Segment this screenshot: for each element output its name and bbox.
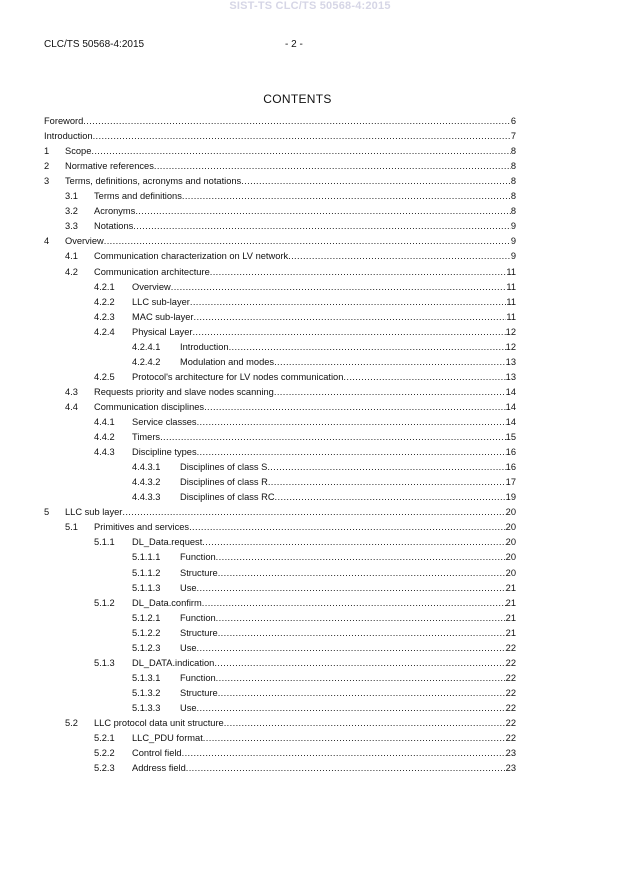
dot-leader (192, 326, 505, 338)
toc-entry-title: LLC protocol data unit structure (94, 718, 224, 728)
toc-entry-page: 16 (505, 447, 516, 458)
toc-entry-page: 14 (505, 417, 516, 427)
toc-entry-number: 4.4.2 (94, 432, 115, 443)
dot-leader (190, 296, 506, 308)
toc-entry-number: 5.2.1 (94, 733, 115, 744)
page-number: - 2 - (285, 39, 303, 50)
toc-entry-page: 12 (505, 341, 516, 352)
toc-entry[interactable] (132, 612, 516, 624)
toc-entry-page: 13 (505, 356, 516, 367)
toc-entry-title: Use (180, 702, 197, 713)
dot-leader (83, 115, 511, 127)
toc-entry[interactable] (44, 145, 516, 157)
toc-entry-number: 2 (44, 161, 50, 172)
toc-entry[interactable] (65, 205, 516, 217)
toc-entry[interactable] (94, 281, 516, 293)
toc-entry-page: 8 (510, 161, 516, 172)
toc-entry[interactable] (94, 732, 516, 744)
dot-leader (203, 732, 506, 744)
toc-entry-title: DL_Data.request (132, 537, 203, 548)
toc-entry[interactable] (44, 175, 516, 187)
toc-entry-title: Notations (94, 221, 134, 232)
toc-entry-title: Acronyms (94, 206, 136, 217)
toc-entry-page: 23 (505, 748, 516, 759)
toc-entry-page: 12 (505, 326, 516, 337)
toc-entry-number: 5.1.3.2 (132, 687, 161, 698)
toc-entry-title: LLC_PDU format (132, 733, 203, 744)
toc-entry[interactable] (65, 250, 516, 262)
toc-entry-page: 11 (506, 266, 516, 277)
toc-entry-title: Address field (132, 763, 186, 774)
toc-entry[interactable] (44, 115, 516, 127)
toc-entry-number: 4.4.3.2 (132, 477, 161, 488)
toc-entry-title: Communication characterization on LV network (94, 251, 289, 262)
dot-leader (204, 401, 506, 413)
dot-leader (197, 416, 506, 428)
toc-entry-title: Requests priority and slave nodes scanning (94, 386, 274, 397)
toc-entry-number: 4.2.5 (94, 371, 115, 382)
toc-entry-page: 20 (505, 507, 516, 518)
toc-entry-number: 4.2 (65, 266, 78, 277)
toc-entry-title: Discipline types (132, 447, 197, 458)
dot-leader (154, 160, 511, 172)
toc-entry-page: 9 (510, 236, 516, 247)
dot-leader (274, 386, 506, 398)
toc-entry[interactable] (94, 762, 516, 774)
contents-heading: CONTENTS (263, 92, 332, 106)
toc-entry[interactable] (132, 702, 516, 714)
toc-entry-title: Terms and definitions (94, 191, 182, 202)
toc-entry-page: 22 (505, 702, 516, 713)
toc-entry[interactable] (132, 687, 516, 699)
dot-leader (210, 266, 507, 278)
dot-leader (216, 612, 506, 624)
toc-entry[interactable] (132, 567, 516, 579)
toc-entry-title: Normative references (65, 161, 154, 172)
dot-leader (275, 491, 506, 503)
toc-entry-title: Modulation and modes (180, 356, 275, 367)
toc-entry-title: Terms, definitions, acronyms and notations (65, 176, 242, 187)
toc-entry[interactable] (132, 582, 516, 594)
toc-entry[interactable] (94, 747, 516, 759)
toc-entry-page: 15 (505, 432, 516, 443)
toc-entry-number: 4.4.1 (94, 417, 115, 427)
dot-leader (197, 642, 506, 654)
toc-entry-title: Function (180, 612, 216, 623)
toc-entry[interactable] (132, 461, 516, 473)
toc-entry-number: 4.4.3 (94, 447, 115, 458)
dot-leader (224, 717, 506, 729)
toc-entry[interactable] (132, 642, 516, 654)
watermark: SIST-TS CLC/TS 50568-4:2015 (229, 0, 391, 12)
toc-entry-title: Disciplines of class R (180, 477, 268, 488)
toc-entry[interactable] (132, 551, 516, 563)
dot-leader (197, 582, 506, 594)
toc-entry[interactable] (65, 717, 516, 729)
toc-entry[interactable] (132, 356, 516, 368)
toc-entry-page: 9 (510, 251, 516, 262)
dot-leader (182, 190, 511, 202)
toc-entry[interactable] (65, 190, 516, 202)
toc-entry-number: 5.1.1.1 (132, 552, 161, 563)
toc-entry-title: Service classes (132, 417, 197, 427)
toc-entry-number: 5.1.2.1 (132, 612, 161, 623)
toc-entry-number: 4.2.4.2 (132, 356, 161, 367)
dot-leader (268, 476, 506, 488)
toc-entry-page: 14 (505, 401, 516, 412)
toc-entry-number: 5.1.2 (94, 597, 115, 608)
toc-entry-title: Structure (180, 687, 218, 698)
toc-entry-page: 21 (505, 597, 516, 608)
toc-entry-number: 5.1.2.2 (132, 627, 161, 638)
toc-entry-number: 5.1.2.3 (132, 642, 161, 653)
toc-entry-page: 22 (505, 718, 516, 728)
toc-entry-page: 14 (505, 386, 516, 397)
toc-entry-number: 4.2.4.1 (132, 341, 161, 352)
dot-leader (218, 627, 506, 639)
toc-entry-number: 5.2.2 (94, 748, 115, 759)
toc-entry-page: 22 (505, 657, 516, 668)
toc-entry-number: 4.2.3 (94, 311, 115, 322)
toc-entry-page: 20 (505, 552, 516, 563)
toc-entry[interactable] (65, 266, 516, 278)
dot-leader (182, 747, 506, 759)
toc-entry-page: 21 (505, 582, 516, 593)
dot-leader (216, 551, 506, 563)
toc-entry-page: 20 (505, 537, 516, 548)
toc-entry-title: Introduction (180, 341, 229, 352)
toc-entry-title: LLC sub-layer (132, 296, 190, 307)
dot-leader (186, 762, 506, 774)
toc-entry-title: Use (180, 582, 197, 593)
toc-entry-page: 7 (510, 131, 516, 142)
toc-entry-title: Primitives and services (94, 522, 190, 533)
toc-entry-page: 9 (510, 221, 516, 232)
toc-entry[interactable] (132, 627, 516, 639)
dot-leader (189, 521, 506, 533)
toc-entry-number: 4 (44, 236, 50, 247)
toc-entry[interactable] (65, 220, 516, 232)
toc-entry-number: 4.2.4 (94, 326, 115, 337)
dot-leader (171, 281, 507, 293)
toc-entry[interactable] (132, 341, 516, 353)
toc-entry-title: LLC sub layer (65, 507, 123, 518)
dot-leader (267, 461, 505, 473)
toc-entry-page: 23 (505, 763, 516, 774)
toc-entry-page: 8 (510, 206, 516, 217)
toc-entry-page: 11 (506, 281, 516, 292)
toc-entry[interactable] (94, 326, 516, 338)
toc-entry-number: 5.1.1.2 (132, 567, 161, 578)
toc-entry[interactable] (94, 311, 516, 323)
toc-entry-page: 11 (506, 311, 516, 322)
toc-entry-number: 5.1.3.3 (132, 702, 161, 713)
dot-leader (133, 220, 511, 232)
toc-entry-number: 5.1.3 (94, 657, 115, 668)
toc-entry-title: Structure (180, 567, 218, 578)
toc-entry-title: Foreword (44, 116, 84, 126)
toc-entry-title: Control field (132, 748, 182, 759)
toc-entry[interactable] (65, 521, 516, 533)
toc-entry-title: Physical Layer (132, 326, 193, 337)
toc-entry-title: Introduction (44, 131, 93, 142)
toc-entry[interactable] (44, 506, 516, 518)
toc-entry-title: Timers (132, 432, 161, 443)
toc-entry-number: 5.2 (65, 718, 78, 728)
dot-leader (343, 371, 505, 383)
toc-entry-page: 22 (505, 642, 516, 653)
dot-leader (197, 702, 506, 714)
toc-entry[interactable] (94, 416, 516, 428)
toc-entry[interactable] (132, 476, 516, 488)
toc-entry-title: DL_Data.confirm (132, 597, 202, 608)
toc-entry-page: 16 (505, 462, 516, 473)
toc-entry-number: 3 (44, 176, 50, 187)
toc-entry[interactable] (94, 536, 516, 548)
dot-leader (218, 687, 506, 699)
toc-entry[interactable] (44, 130, 516, 142)
toc-entry-page: 6 (510, 116, 516, 126)
toc-entry-title: Communication architecture (94, 266, 210, 277)
toc-entry-page: 21 (505, 612, 516, 623)
toc-entry-number: 4.2.2 (94, 296, 115, 307)
toc-entry-number: 1 (44, 146, 50, 157)
toc-entry[interactable] (94, 296, 516, 308)
toc-entry-number: 5.1.1.3 (132, 582, 161, 593)
toc-entry-title: Use (180, 642, 197, 653)
toc-entry[interactable] (94, 431, 516, 443)
dot-leader (214, 657, 505, 669)
toc-entry-page: 22 (505, 687, 516, 698)
toc-entry-page: 20 (505, 567, 516, 578)
toc-entry-page: 21 (505, 627, 516, 638)
dot-leader (216, 672, 506, 684)
toc-entry-title: Function (180, 552, 216, 563)
toc-entry-page: 19 (505, 492, 516, 503)
toc-entry-title: Overview (132, 281, 171, 292)
toc-entry[interactable] (94, 446, 516, 458)
dot-leader (135, 205, 511, 217)
toc-entry[interactable] (132, 491, 516, 503)
toc-entry-number: 3.1 (65, 191, 78, 202)
toc-entry-page: 22 (505, 733, 516, 744)
toc-entry-number: 4.4.3.3 (132, 492, 161, 503)
toc-entry-title: MAC sub-layer (132, 311, 194, 322)
toc-entry-page: 17 (505, 477, 516, 488)
toc-entry-page: 20 (505, 522, 516, 533)
dot-leader (229, 341, 506, 353)
toc-entry-page: 8 (510, 146, 516, 157)
toc-entry[interactable] (94, 657, 516, 669)
toc-entry-number: 5.1.1 (94, 537, 115, 548)
toc-entry-number: 5.2.3 (94, 763, 115, 774)
toc-entry[interactable] (65, 401, 516, 413)
toc-entry-number: 5.1 (65, 522, 78, 533)
toc-entry-title: Disciplines of class S (180, 462, 268, 473)
dot-leader (218, 567, 506, 579)
toc-entry-number: 4.4 (65, 401, 78, 412)
toc-entry-number: 3.3 (65, 221, 78, 232)
toc-entry-title: DL_DATA.indication (132, 657, 215, 668)
toc-entry-title: Function (180, 672, 216, 683)
dot-leader (104, 235, 511, 247)
dot-leader (160, 431, 506, 443)
toc-entry-title: Overview (65, 236, 104, 247)
toc-entry-title: Scope (65, 146, 92, 157)
toc-entry-page: 22 (505, 672, 516, 683)
dot-leader (193, 311, 506, 323)
toc-entry-title: Communication disciplines (94, 401, 205, 412)
dot-leader (288, 250, 511, 262)
dot-leader (202, 536, 505, 548)
dot-leader (274, 356, 506, 368)
toc-entry-page: 8 (510, 176, 516, 187)
toc-entry[interactable] (65, 386, 516, 398)
toc-entry-number: 3.2 (65, 206, 78, 217)
document-id: CLC/TS 50568-4:2015 (44, 39, 145, 50)
toc-entry[interactable] (132, 672, 516, 684)
toc-entry-number: 4.2.1 (94, 281, 115, 292)
toc-entry-title: Protocol's architecture for LV nodes communication (132, 371, 344, 382)
toc-entry-number: 4.3 (65, 386, 78, 397)
toc-entry-number: 4.1 (65, 251, 78, 262)
toc-entry[interactable] (94, 597, 516, 609)
toc-entry-title: Structure (180, 627, 218, 638)
dot-leader (241, 175, 511, 187)
toc-entry[interactable] (44, 160, 516, 172)
toc-entry-number: 5 (44, 507, 50, 518)
dot-leader (197, 446, 506, 458)
dot-leader (202, 597, 506, 609)
toc-entry[interactable] (94, 371, 516, 383)
dot-leader (93, 130, 511, 142)
dot-leader (122, 506, 505, 518)
toc-entry-title: Disciplines of class RC (180, 492, 275, 503)
toc-entry[interactable] (44, 235, 516, 247)
toc-entry-page: 13 (505, 371, 516, 382)
toc-entry-page: 8 (510, 191, 516, 202)
toc-entry-number: 5.1.3.1 (132, 672, 161, 683)
toc-entry-number: 4.4.3.1 (132, 462, 161, 473)
dot-leader (91, 145, 510, 157)
toc-entry-page: 11 (506, 296, 516, 307)
